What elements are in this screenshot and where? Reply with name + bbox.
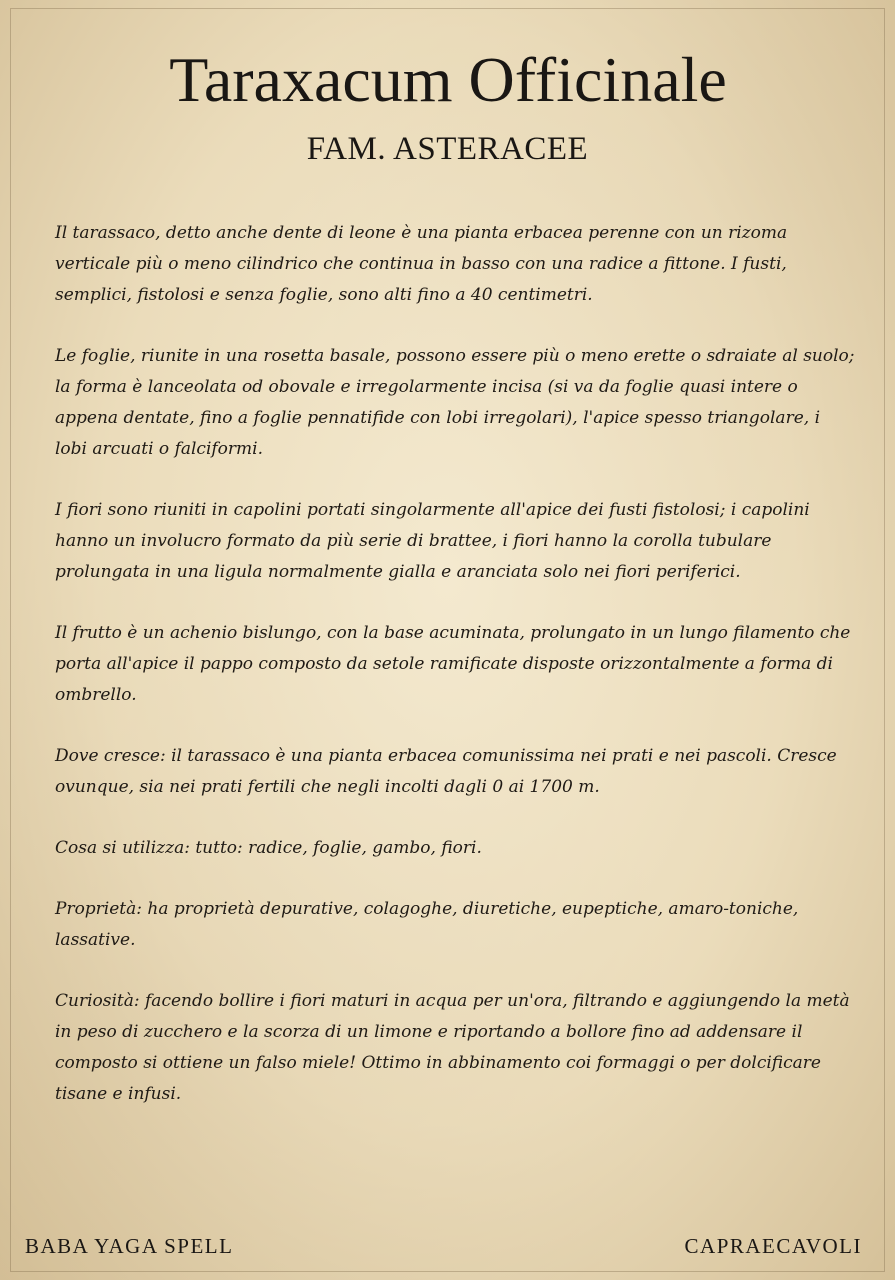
page-subtitle: FAM. ASTERACEE <box>306 131 589 167</box>
paragraph-curiosity: Curiosità: facendo bollire i fiori maturi in acqua per un'ora, filtrando e aggiungendo la metà in peso di zucchero e la scorza di un limone e riportando a bollore fino ad addensare il composto si ottiene un falso miele! Ottimo in abbinamento coi formaggi o per dolcificare tisane e infusi. <box>55 991 850 1104</box>
paragraph-flowers: I fiori sono riuniti in capolini portati singolarmente all'apice dei fusti fistolosi; i capolini hanno un involucro formato da più serie di brattee, i fiori hanno la corolla tubulare prolungata in una ligula normalmente gialla e aranciata solo nei fiori periferici. <box>55 500 810 582</box>
paragraph-properties: Proprietà: ha proprietà depurative, colagoghe, diuretiche, eupeptiche, amaro-toniche, lassative. <box>55 899 799 950</box>
footer-brand: CAPRAECAVOLI <box>684 1234 862 1258</box>
paragraph-description: Il tarassaco, detto anche dente di leone è una pianta erbacea perenne con un rizoma verticale più o meno cilindrico che continua in basso con una radice a fittone. I fusti, semplici, fistolosi e senza foglie, sono alti fino a 40 centimetri. <box>55 223 788 305</box>
footer-author: BABA YAGA SPELL <box>25 1234 234 1258</box>
description-body <box>55 218 855 1140</box>
paragraph-fruit: Il frutto è un achenio bislungo, con la base acuminata, prolungato in un lungo filamento che porta all'apice il pappo composto da setole ramificate disposte orizzontalmente a forma di ombrello. <box>55 623 851 705</box>
paragraph-habitat: Dove cresce: il tarassaco è una pianta erbacea comunissima nei prati e nei pascoli. Cresce ovunque, sia nei prati fertili che negli incolti dagli 0 ai 1700 m. <box>55 746 837 797</box>
page-title: Taraxacum Officinale <box>169 44 727 115</box>
paragraph-leaves: Le foglie, riunite in una rosetta basale, possono essere più o meno erette o sdraiate al suolo; la forma è lanceolata od obovale e irregolarmente incisa (si va da foglie quasi intere o appena dentate, fino a foglie pennatifide con lobi irregolari), l'apice spesso triangolare, i lobi arcuati o falciformi. <box>55 346 855 459</box>
paragraph-parts-used: Cosa si utilizza: tutto: radice, foglie, gambo, fiori. <box>55 838 482 858</box>
